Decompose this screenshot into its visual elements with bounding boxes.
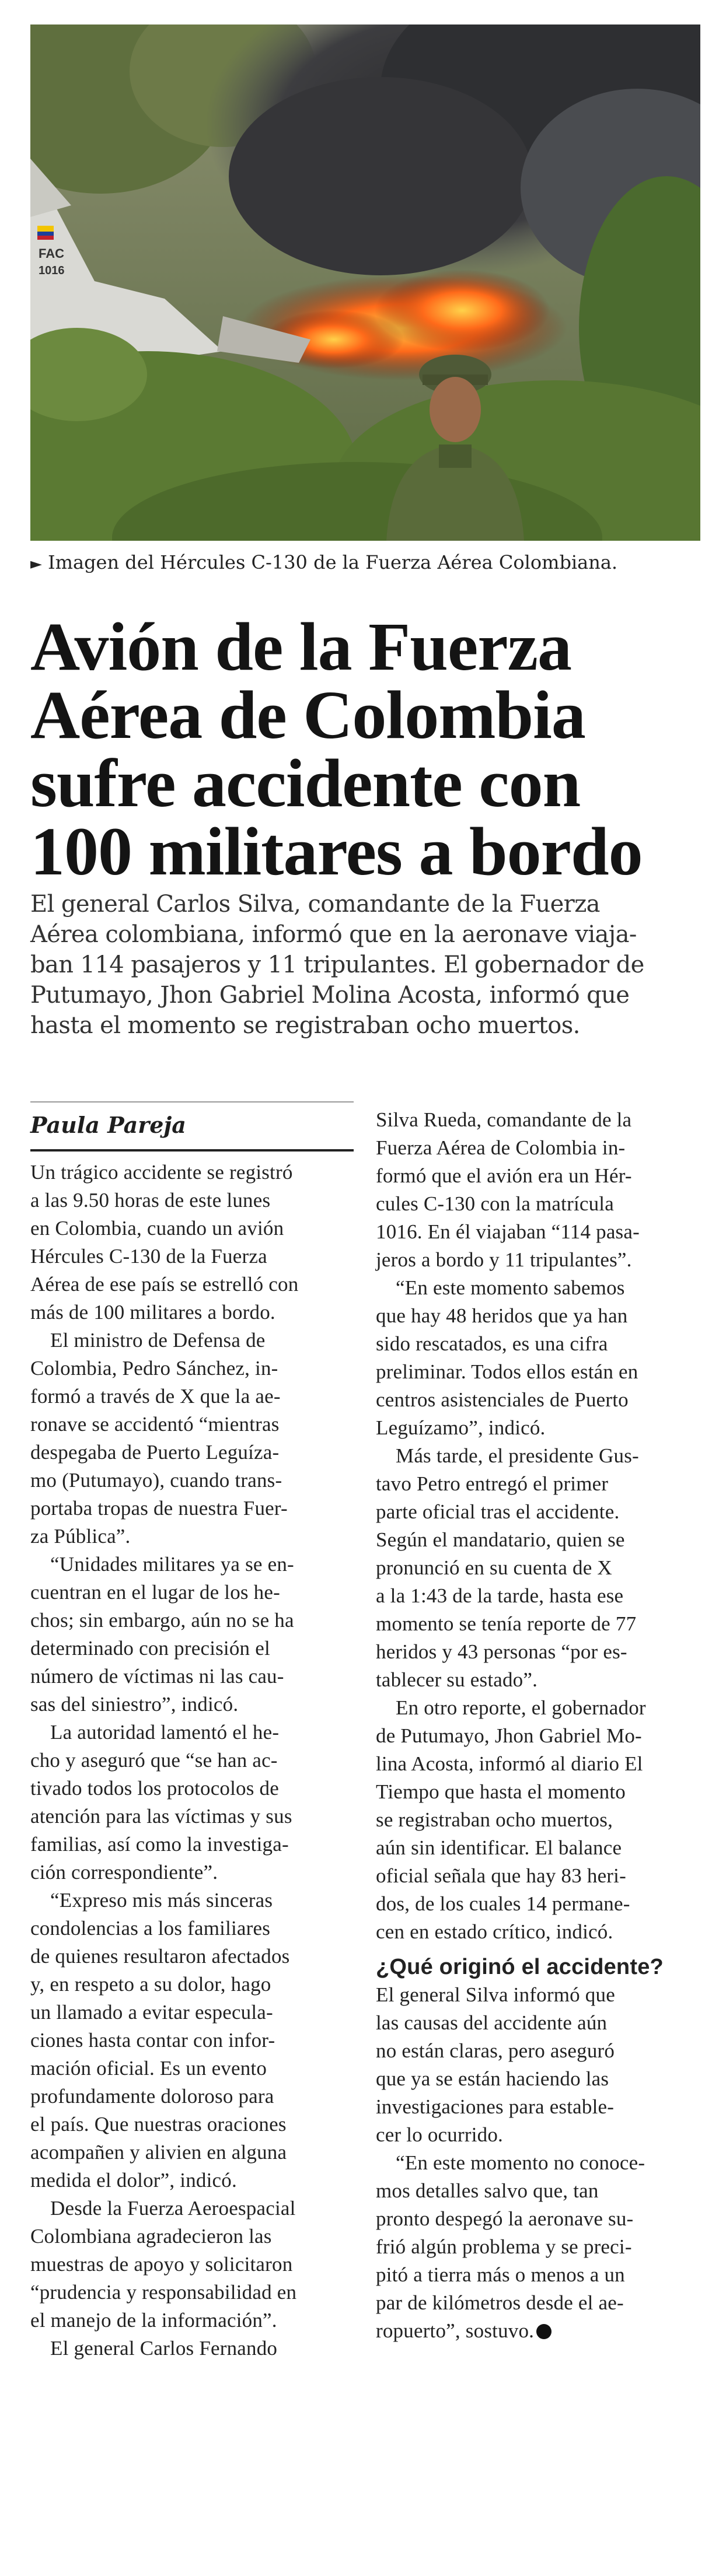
byline: Paula Pareja — [30, 1112, 186, 1138]
dek-line: ban 114 pasajeros y 11 tripulantes. El gobernador de — [30, 951, 644, 978]
body-line: chos; sin embargo, aún no se ha — [30, 1609, 294, 1632]
body-line: El ministro de Defensa de — [50, 1329, 266, 1352]
photo-caption — [30, 551, 700, 576]
body-line: que ya se están haciendo las — [376, 2067, 609, 2090]
body-line: Más tarde, el presidente Gus- — [396, 1444, 639, 1467]
body-line: jeros a bordo y 11 tripulantes”. — [376, 1248, 632, 1271]
body-line: condolencias a los familiares — [30, 1917, 271, 1940]
body-line: de Putumayo, Jhon Gabriel Mo- — [376, 1724, 642, 1747]
dek-line: El general Carlos Silva, comandante de la Fuerza — [30, 891, 600, 918]
body-line: tavo Petro entregó el primer — [376, 1472, 609, 1495]
body-line: 1016. En él viajaban “114 pasa- — [376, 1220, 640, 1243]
body-line: El general Silva informó que — [376, 1983, 615, 2006]
body-line: y, en respeto a su dolor, hago — [30, 1973, 271, 1996]
body-line: profundamente doloroso para — [30, 2085, 274, 2108]
body-line: En otro reporte, el gobernador — [396, 1696, 646, 1719]
body-line: “prudencia y responsabilidad en — [30, 2281, 297, 2304]
body-line: acompañen y alivien en alguna — [30, 2141, 287, 2164]
body-line: Según el mandatario, quien se — [376, 1528, 625, 1551]
caption-text: Imagen del Hércules C-130 de la Fuerza Aérea Colombiana. — [48, 551, 618, 573]
body-line: las causas del accidente aún — [376, 2011, 608, 2034]
body-line: heridos y 43 personas “por es- — [376, 1640, 627, 1663]
body-line: formó que el avión era un Hér- — [376, 1164, 632, 1187]
body-line: lina Acosta, informó al diario El — [376, 1752, 643, 1775]
body-line: tivado todos los protocolos de — [30, 1777, 279, 1800]
body-column-left — [30, 1158, 357, 2362]
body-line: La autoridad lamentó el he- — [50, 1721, 280, 1744]
body-line: cules C-130 con la matrícula — [376, 1192, 614, 1215]
crash-photo — [30, 24, 700, 541]
body-line: oficial señala que hay 83 heri- — [376, 1864, 626, 1887]
body-line: más de 100 militares a bordo. — [30, 1301, 275, 1324]
byline-bottom-rule — [30, 1149, 354, 1152]
headline-line: Aérea de Colombia — [30, 677, 585, 753]
body-line: en Colombia, cuando un avión — [30, 1217, 284, 1240]
body-line: pitó a tierra más o menos a un — [376, 2263, 625, 2286]
body-line: centros asistenciales de Puerto — [376, 1388, 629, 1411]
end-of-article-icon — [536, 2324, 552, 2339]
body-line: ropuerto”, sostuvo. — [376, 2317, 700, 2345]
byline-top-rule — [30, 1101, 354, 1102]
body-line: determinado con precisión el — [30, 1637, 270, 1660]
body-line: formó a través de X que la ae- — [30, 1385, 281, 1408]
body-line: a la 1:43 de la tarde, hasta ese — [376, 1584, 624, 1607]
body-line: Leguízamo”, indicó. — [376, 1416, 546, 1439]
body-line: número de víctimas ni las cau- — [30, 1665, 284, 1688]
body-line: no están claras, pero aseguró — [376, 2039, 615, 2062]
body-line: familias, así como la investiga- — [30, 1833, 289, 1856]
body-line: muestras de apoyo y solicitaron — [30, 2253, 293, 2276]
body-line: sas del siniestro”, indicó. — [30, 1693, 239, 1716]
body-line: aún sin identificar. El balance — [376, 1836, 622, 1859]
body-line: Tiempo que hasta el momento — [376, 1780, 626, 1803]
body-line: Colombiana agradecieron las — [30, 2225, 272, 2248]
dek-line: hasta el momento se registraban ocho muertos. — [30, 1012, 580, 1039]
body-line: “Expreso mis más sinceras — [50, 1889, 273, 1912]
body-line: parte oficial tras el accidente. — [376, 1500, 620, 1523]
body-line: pronto despegó la aeronave su- — [376, 2207, 634, 2230]
body-line: momento se tenía reporte de 77 — [376, 1612, 637, 1635]
body-line: mación oficial. Es un evento — [30, 2057, 267, 2080]
headline-line: Avión de la Fuerza — [30, 608, 571, 685]
body-line: “En este momento sabemos — [396, 1276, 625, 1299]
body-line: ciones hasta contar con infor- — [30, 2029, 275, 2052]
body-line: portaba tropas de nuestra Fuer- — [30, 1497, 288, 1520]
body-line: “En este momento no conoce- — [396, 2151, 645, 2174]
body-line: el manejo de la información”. — [30, 2309, 277, 2332]
body-line: el país. Que nuestras oraciones — [30, 2113, 287, 2136]
body-line: mo (Putumayo), cuando trans- — [30, 1469, 282, 1492]
body-line: cuentran en el lugar de los he- — [30, 1581, 280, 1604]
article-headline — [30, 608, 707, 890]
body-line: Un trágico accidente se registró — [30, 1161, 293, 1184]
body-line: Desde la Fuerza Aeroespacial — [50, 2197, 296, 2220]
body-line: frió algún problema y se preci- — [376, 2235, 632, 2258]
body-line: se registraban ocho muertos, — [376, 1808, 613, 1831]
body-line: ción correspondiente”. — [30, 1861, 218, 1884]
body-column-right — [376, 1106, 700, 2345]
body-line: ronave se accidentó “mientras — [30, 1413, 280, 1436]
body-line: de quienes resultaron afectados — [30, 1945, 290, 1968]
body-line: un llamado a evitar especula- — [30, 2001, 273, 2024]
body-line: preliminar. Todos ellos están en — [376, 1360, 638, 1383]
headline-line: sufre accidente con — [30, 745, 581, 821]
body-line: despegaba de Puerto Leguíza- — [30, 1441, 280, 1464]
body-line: que hay 48 heridos que ya han — [376, 1304, 628, 1327]
body-line: pronunció en su cuenta de X — [376, 1556, 612, 1579]
body-line: par de kilómetros desde el ae- — [376, 2291, 624, 2314]
body-line: investigaciones para estable- — [376, 2095, 615, 2118]
body-line: dos, de los cuales 14 permane- — [376, 1892, 630, 1915]
body-line: “Unidades militares ya se en- — [50, 1553, 294, 1576]
body-line: mos detalles salvo que, tan — [376, 2179, 599, 2202]
body-line: El general Carlos Fernando — [50, 2337, 278, 2360]
article-dek — [30, 889, 707, 1041]
body-line: tablecer su estado”. — [376, 1668, 538, 1691]
dek-line: Putumayo, Jhon Gabriel Molina Acosta, informó que — [30, 982, 630, 1009]
body-line: Silva Rueda, comandante de la — [376, 1108, 632, 1131]
body-line: za Pública”. — [30, 1525, 131, 1548]
section-subhead: ¿Qué originó el accidente? — [376, 1955, 664, 1979]
body-line: a las 9.50 horas de este lunes — [30, 1189, 271, 1212]
body-line: Fuerza Aérea de Colombia in- — [376, 1136, 626, 1159]
body-line: Colombia, Pedro Sánchez, in- — [30, 1357, 278, 1380]
dek-line: Aérea colombiana, informó que en la aeronave viaja- — [30, 921, 637, 948]
crash-photo-illustration — [30, 24, 700, 541]
tail-marking-fac: FAC — [39, 246, 64, 261]
body-line: cho y aseguró que “se han ac- — [30, 1749, 278, 1772]
headline-line: 100 militares a bordo — [30, 813, 643, 890]
body-line: cer lo ocurrido. — [376, 2123, 503, 2146]
body-line: medida el dolor”, indicó. — [30, 2169, 237, 2192]
body-line: atención para las víctimas y sus — [30, 1805, 292, 1828]
body-line: Aérea de ese país se estrelló con — [30, 1273, 299, 1296]
body-line: sido rescatados, es una cifra — [376, 1332, 608, 1355]
caption-marker-icon: ► — [30, 555, 42, 573]
body-line: Hércules C-130 de la Fuerza — [30, 1245, 267, 1268]
tail-marking-number: 1016 — [39, 264, 65, 277]
body-line: cen en estado crítico, indicó. — [376, 1920, 613, 1943]
